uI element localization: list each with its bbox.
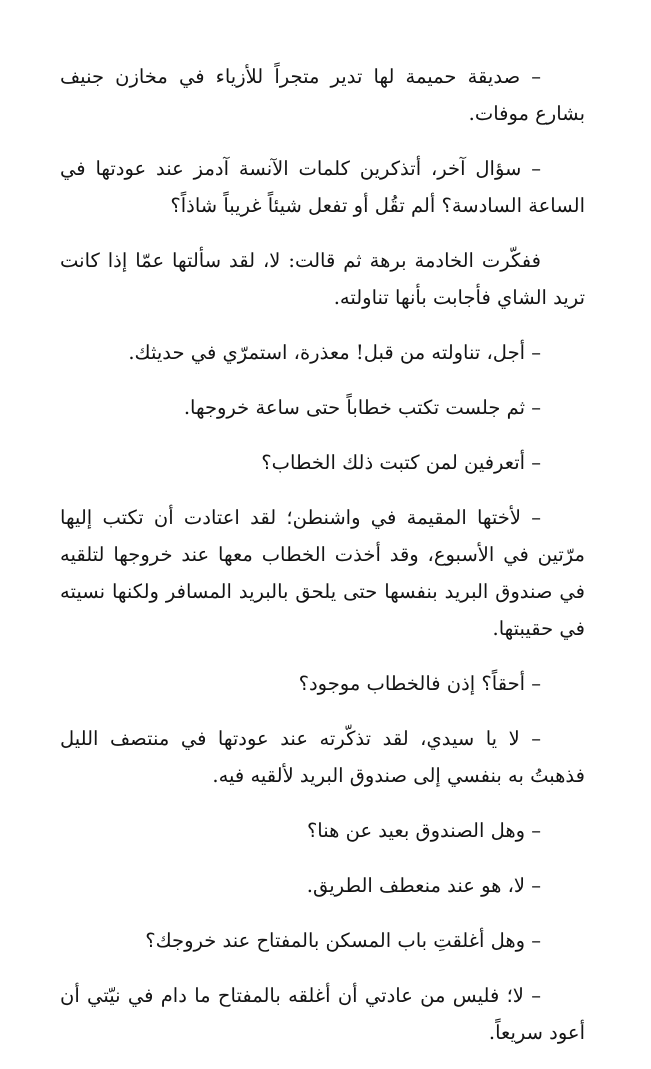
dialogue-paragraph: – صديقة حميمة لها تدير متجراً للأزياء في مخازن جنيف بشارع موفات. [60,65,585,125]
dialogue-paragraph: – لا يا سيدي، لقد تذكّرته عند عودتها في منتصف الليل فذهبتُ به بنفسي إلى صندوق البريد لألقيه فيه. [60,727,585,787]
dialogue-paragraph: – سؤال آخر، أتذكرين كلمات الآنسة آدمز عند عودتها في الساعة السادسة؟ ألم تقُل أو تفعل شيئاً غريباً شاذاً؟ [60,157,585,217]
book-page [60,58,585,1069]
dialogue-paragraph: – أجل، تناولته من قبل! معذرة، استمرّي في حديثك. [128,341,541,364]
dialogue-paragraph: – لا، هو عند منعطف الطريق. [306,874,541,897]
dialogue-paragraph: – ثم جلست تكتب خطاباً حتى ساعة خروجها. [183,396,541,419]
dialogue-paragraph: – لا؛ فليس من عادتي أن أغلقه بالمفتاح ما دام في نيّتي أن أعود سريعاً. [60,984,585,1044]
dialogue-paragraph: – أتعرفين لمن كتبت ذلك الخطاب؟ [261,451,541,474]
dialogue-paragraph: – وهل أغلقتِ باب المسكن بالمفتاح عند خروجك؟ [145,929,541,952]
dialogue-paragraph: – لأختها المقيمة في واشنطن؛ لقد اعتادت أن تكتب إليها مرّتين في الأسبوع، وقد أخذت الخطاب معها عند خروجها لتلقيه في صندوق البريد بنفسها حتى يلحق بالبريد المسافر ولكنها نسيته في حقيبتها. [60,506,585,640]
narrative-paragraph: ففكّرت الخادمة برهة ثم قالت: لا، لقد سألتها عمّا إذا كانت تريد الشاي فأجابت بأنها تناولته. [60,249,585,309]
dialogue-paragraph: – وهل الصندوق بعيد عن هنا؟ [306,819,541,842]
dialogue-paragraph: – أحقاً؟ إذن فالخطاب موجود؟ [298,672,541,695]
